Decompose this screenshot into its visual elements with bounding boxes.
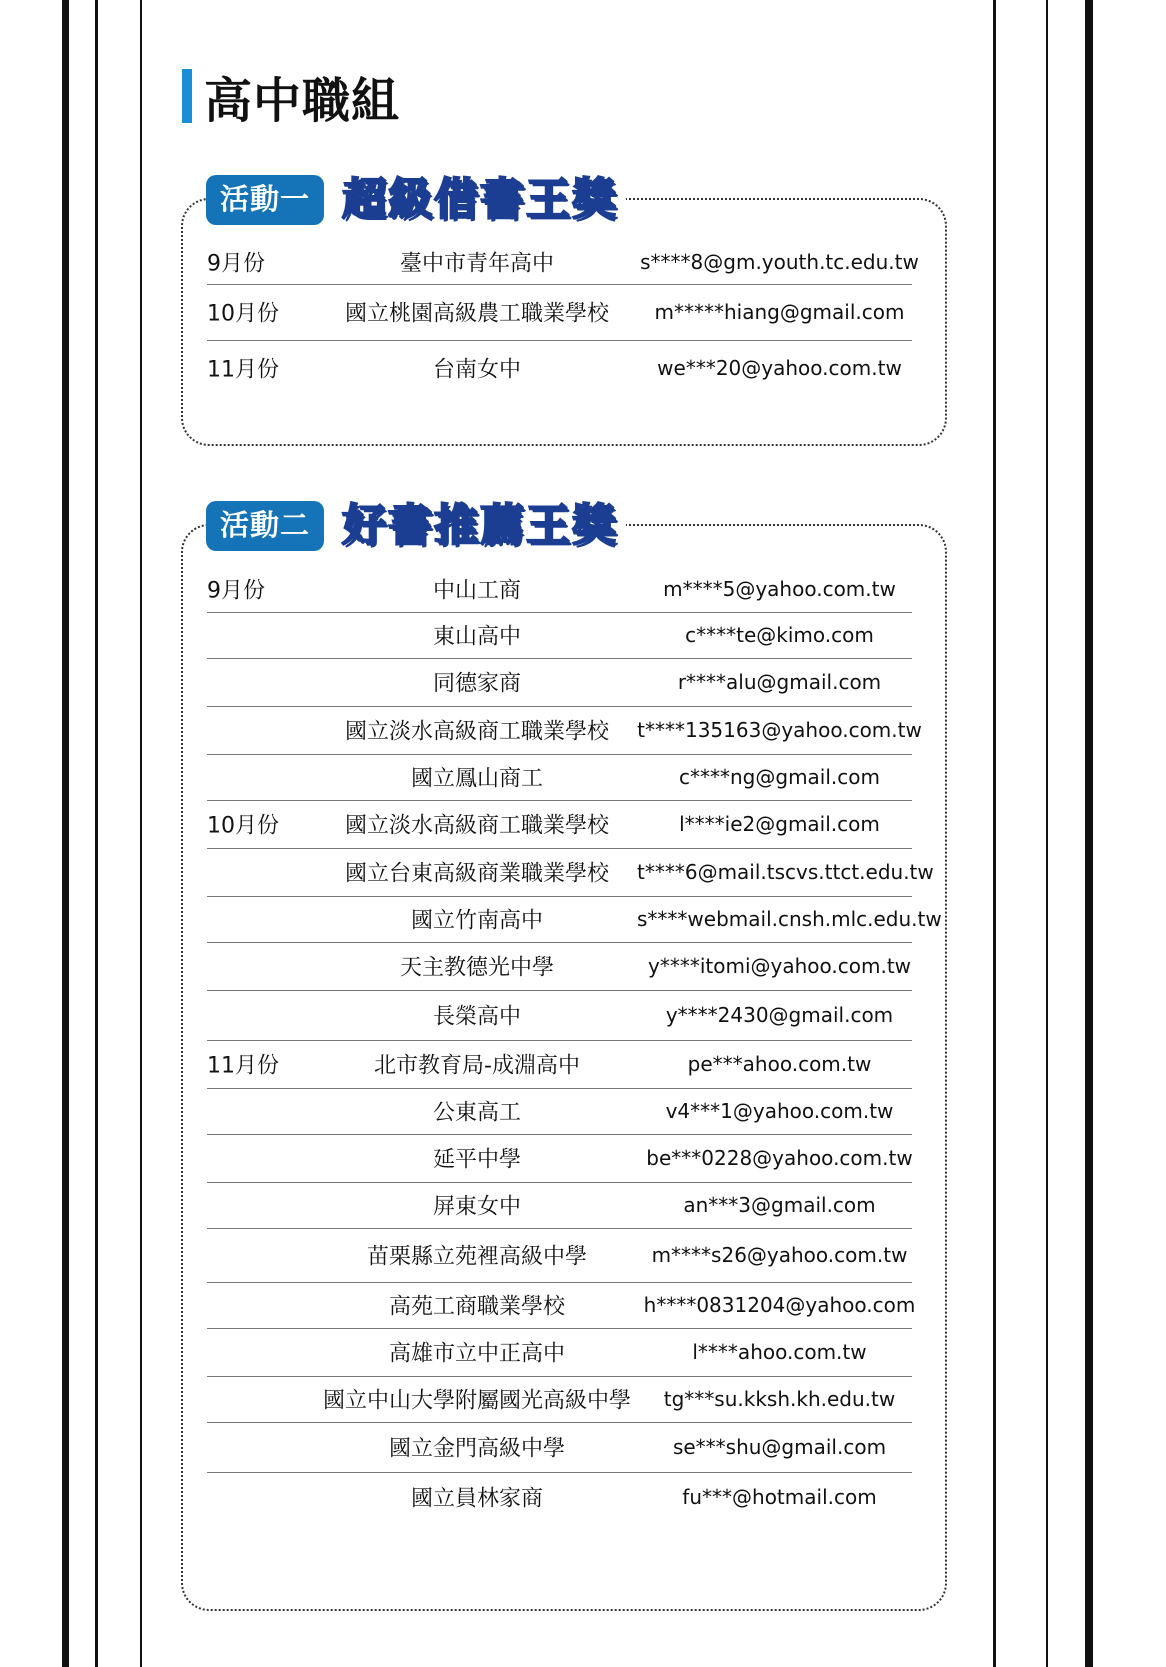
email-cell: pe***ahoo.com.tw	[687, 1052, 872, 1076]
email-cell: s****webmail.cnsh.mlc.edu.tw	[637, 907, 942, 931]
school-cell: 國立金門高級中學	[388, 1436, 565, 1462]
school-cell: 國立台東高級商業職業學校	[344, 861, 609, 887]
month-cell: 9月份	[207, 578, 265, 604]
winner-row	[207, 658, 912, 707]
winner-row	[207, 612, 912, 659]
winner-row	[207, 942, 912, 991]
winner-row	[207, 848, 934, 897]
winner-row	[207, 566, 912, 613]
winner-row	[207, 706, 922, 755]
school-cell: 國立淡水高級商工職業學校	[344, 719, 609, 745]
winner-row	[207, 1228, 912, 1283]
month-cell: 10月份	[207, 301, 279, 327]
email-cell: t****6@mail.tscvs.ttct.edu.tw	[637, 860, 934, 884]
email-cell: t****135163@yahoo.com.tw	[637, 718, 922, 742]
frame-line	[140, 0, 142, 1667]
email-cell: y****2430@gmail.com	[665, 1003, 894, 1027]
school-cell: 延平中學	[432, 1147, 521, 1173]
month-cell: 11月份	[207, 1053, 279, 1079]
school-cell: 國立員林家商	[410, 1486, 543, 1512]
frame-line	[62, 0, 69, 1667]
school-cell: 國立桃園高級農工職業學校	[344, 301, 609, 327]
school-cell: 高雄市立中正高中	[388, 1341, 565, 1367]
email-cell: m****5@yahoo.com.tw	[663, 577, 896, 601]
email-cell: h****0831204@yahoo.com	[643, 1293, 916, 1317]
winner-row	[207, 754, 912, 801]
winner-row	[207, 1376, 912, 1423]
school-cell: 同德家商	[432, 671, 521, 697]
winner-row	[207, 1282, 916, 1329]
month-cell: 9月份	[207, 251, 265, 277]
email-cell: l****ie2@gmail.com	[679, 812, 880, 836]
email-cell: be***0228@yahoo.com.tw	[646, 1146, 913, 1170]
winner-row	[207, 1040, 912, 1089]
school-cell: 公東高工	[432, 1100, 521, 1126]
month-cell: 10月份	[207, 813, 279, 839]
email-cell: an***3@gmail.com	[683, 1193, 876, 1217]
winner-row	[207, 240, 919, 285]
school-cell: 屏東女中	[432, 1194, 521, 1220]
school-cell: 天主教德光中學	[399, 955, 554, 981]
email-cell: m*****hiang@gmail.com	[654, 300, 905, 324]
school-cell: 國立鳳山商工	[410, 766, 543, 792]
email-cell: v4***1@yahoo.com.tw	[665, 1099, 894, 1123]
winner-row	[207, 800, 912, 849]
winner-row	[207, 1088, 912, 1135]
email-cell: c****ng@gmail.com	[679, 765, 880, 789]
activity-tag: 活動二	[206, 501, 324, 551]
page-title	[182, 66, 401, 129]
winner-row	[207, 990, 912, 1041]
winner-row	[207, 340, 912, 396]
school-cell: 國立竹南高中	[410, 908, 543, 934]
school-cell: 臺中市青年高中	[399, 251, 554, 277]
frame-line	[993, 0, 996, 1667]
email-cell: l****ahoo.com.tw	[692, 1340, 867, 1364]
frame-line	[1085, 0, 1093, 1667]
section-header-activity-2	[206, 500, 626, 552]
school-cell: 國立淡水高級商工職業學校	[344, 813, 609, 839]
month-cell: 11月份	[207, 357, 279, 383]
school-cell: 中山工商	[432, 578, 521, 604]
email-cell: se***shu@gmail.com	[672, 1435, 887, 1459]
school-cell: 長榮高中	[432, 1004, 521, 1030]
title-accent-bar	[182, 69, 192, 123]
school-cell: 北市教育局-成淵高中	[374, 1053, 580, 1079]
school-cell: 東山高中	[432, 624, 521, 650]
frame-line	[1046, 0, 1048, 1667]
winner-row	[207, 284, 912, 341]
school-cell: 苗栗縣立苑裡高級中學	[366, 1244, 587, 1270]
school-cell: 台南女中	[432, 357, 521, 383]
email-cell: we***20@yahoo.com.tw	[657, 356, 902, 380]
email-cell: s****8@gm.youth.tc.edu.tw	[640, 250, 919, 274]
winner-row	[207, 1134, 912, 1183]
email-cell: r****alu@gmail.com	[677, 670, 882, 694]
section-header-activity-1	[206, 174, 626, 226]
winner-row	[207, 1422, 912, 1473]
email-cell: tg***su.kksh.kh.edu.tw	[663, 1387, 896, 1411]
email-cell: c****te@kimo.com	[685, 623, 874, 647]
email-cell: m****s26@yahoo.com.tw	[651, 1243, 908, 1267]
page-title-text: 高中職組	[204, 72, 401, 129]
winner-row	[207, 896, 942, 943]
email-cell: y****itomi@yahoo.com.tw	[647, 954, 912, 978]
winner-row	[207, 1472, 912, 1522]
activity-tag: 活動一	[206, 175, 324, 225]
award-title: 超級借書王獎	[342, 174, 619, 225]
winner-row	[207, 1182, 912, 1229]
school-cell: 國立中山大學附屬國光高級中學	[322, 1388, 631, 1414]
frame-line	[95, 0, 98, 1667]
award-title: 好書推薦王獎	[342, 500, 619, 551]
winner-row	[207, 1328, 912, 1377]
school-cell: 高苑工商職業學校	[388, 1294, 565, 1320]
email-cell: fu***@hotmail.com	[682, 1485, 877, 1509]
